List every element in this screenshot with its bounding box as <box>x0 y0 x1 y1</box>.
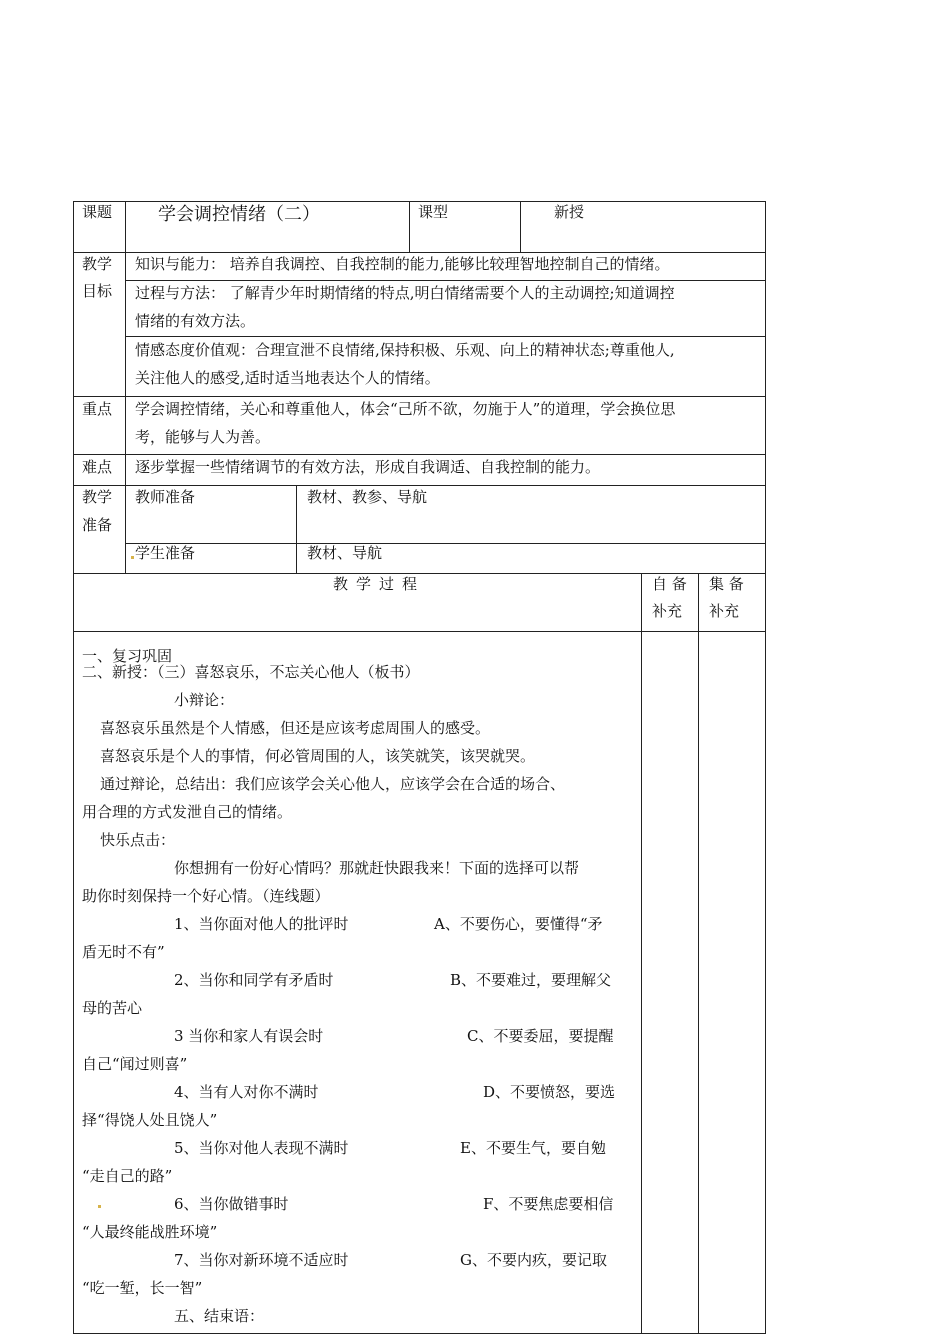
match-item-left: 7、当你对新环境不适应时 <box>174 1251 349 1269</box>
row-divider <box>125 543 766 544</box>
topic-title: 学会调控情绪（二） <box>158 204 320 225</box>
row-divider <box>73 631 766 632</box>
match-item-cont: 择“得饶人处且饶人” <box>82 1111 218 1129</box>
row-divider <box>125 280 766 281</box>
closing-heading: 五、结束语： <box>174 1307 265 1325</box>
match-item-cont: 母的苦心 <box>82 999 143 1017</box>
key-points-line-1: 学会调控情绪，关心和尊重他人，体会“己所不欲，勿施于人”的道理，学会换位思 <box>135 400 676 418</box>
match-item-cont: “走自己的路” <box>82 1167 173 1185</box>
student-prep-label: 学生准备 <box>135 544 196 562</box>
match-item-cont: “吃一堑，长一智” <box>82 1279 203 1297</box>
row-divider <box>73 252 766 253</box>
row-divider <box>73 396 766 397</box>
process-table <box>73 573 766 1334</box>
match-item-right: G、不要内疚，要记取 <box>460 1251 607 1269</box>
col-divider <box>698 573 699 1334</box>
match-item-left: 3 当你和家人有误会时 <box>174 1027 324 1045</box>
match-item-right: E、不要生气，要自勉 <box>460 1139 606 1157</box>
match-item-right: D、不要愤怒，要选 <box>483 1083 616 1101</box>
debate-view-2: 喜怒哀乐是个人的事情，何必管周围的人，该笑就笑，该哭就哭。 <box>100 747 536 765</box>
intro-line-2: 助你时刻保持一个好心情。（连线题） <box>82 887 330 905</box>
process-title: 教学过程 <box>333 575 426 593</box>
match-item-right: B、不要难过，要理解父 <box>450 971 612 989</box>
teacher-prep-label: 教师准备 <box>135 488 196 506</box>
teacher-prep-value: 教材、教参、导航 <box>307 488 428 506</box>
stray-mark <box>98 1205 101 1208</box>
col-divider <box>409 201 410 252</box>
match-item-left: 1、当你面对他人的批评时 <box>174 915 349 933</box>
difficulty-text: 逐步掌握一些情绪调节的有效方法，形成自我调适、自我控制的能力。 <box>135 458 601 476</box>
group-prep-header-1: 集 备 <box>709 575 744 593</box>
emotion-objective-2: 关注他人的感受,适时适当地表达个人的情绪。 <box>135 369 440 387</box>
match-item-cont: “人最终能战胜环境” <box>82 1223 218 1241</box>
self-prep-header-2: 补充 <box>652 602 683 620</box>
student-prep-value: 教材、导航 <box>307 544 383 562</box>
match-item-right: F、不要焦虑要相信 <box>483 1195 614 1213</box>
group-prep-header-2: 补充 <box>709 602 740 620</box>
debate-view-1: 喜怒哀乐虽然是个人情感，但还是应该考虑周围人的感受。 <box>100 719 491 737</box>
process-objective-2: 情绪的有效方法。 <box>135 312 256 330</box>
preparation-label-1: 教学 <box>82 488 113 506</box>
col-divider <box>520 201 521 252</box>
match-item-left: 4、当有人对你不满时 <box>174 1083 319 1101</box>
summary-line-2: 用合理的方式发泄自己的情绪。 <box>82 803 293 821</box>
key-points-line-2: 考，能够与人为善。 <box>135 428 271 446</box>
summary-line-1: 通过辩论，总结出：我们应该学会关心他人，应该学会在合适的场合、 <box>100 775 566 793</box>
intro-line-1: 你想拥有一份好心情吗？那就赶快跟我来！下面的选择可以帮 <box>174 859 580 877</box>
match-item-cont: 自己“闻过则喜” <box>82 1055 188 1073</box>
col-divider <box>296 485 297 574</box>
col-divider <box>641 573 642 1334</box>
emotion-objective-1: 情感态度价值观：合理宣泄不良情绪,保持积极、乐观、向上的精神状态;尊重他人, <box>135 341 675 359</box>
row-divider <box>125 336 766 337</box>
knowledge-objective: 知识与能力： 培养自我调控、自我控制的能力,能够比较理智地控制自己的情绪。 <box>135 255 670 273</box>
row-divider <box>73 485 766 486</box>
topic-label: 课题 <box>82 203 113 221</box>
review-heading: 一、复习巩固 <box>82 647 173 665</box>
preparation-label-2: 准备 <box>82 516 113 534</box>
happy-click-heading: 快乐点击： <box>100 831 176 849</box>
process-objective-1: 过程与方法： 了解青少年时期情绪的特点,明白情绪需要个人的主动调控;知道调控 <box>135 284 675 302</box>
match-item-left: 5、当你对他人表现不满时 <box>174 1139 349 1157</box>
row-divider <box>73 454 766 455</box>
new-lesson-heading: 二、新授：（三）喜怒哀乐，不忘关心他人（板书） <box>82 663 420 681</box>
stray-mark <box>131 556 134 559</box>
match-item-cont: 盾无时不有” <box>82 943 165 961</box>
match-item-left: 2、当你和同学有矛盾时 <box>174 971 334 989</box>
key-points-label: 重点 <box>82 400 113 418</box>
objectives-label-1: 教学 <box>82 255 113 273</box>
objectives-label-2: 目标 <box>82 282 113 300</box>
difficulty-label: 难点 <box>82 458 113 476</box>
col-divider <box>125 201 126 574</box>
match-item-right: C、不要委屈，要提醒 <box>467 1027 614 1045</box>
type-label: 课型 <box>418 203 449 221</box>
match-item-left: 6、当你做错事时 <box>174 1195 289 1213</box>
debate-title: 小辩论： <box>174 691 235 709</box>
self-prep-header-1: 自 备 <box>652 575 687 593</box>
match-item-right: A、不要伤心，要懂得“矛 <box>434 915 603 933</box>
type-value: 新授 <box>554 203 585 221</box>
